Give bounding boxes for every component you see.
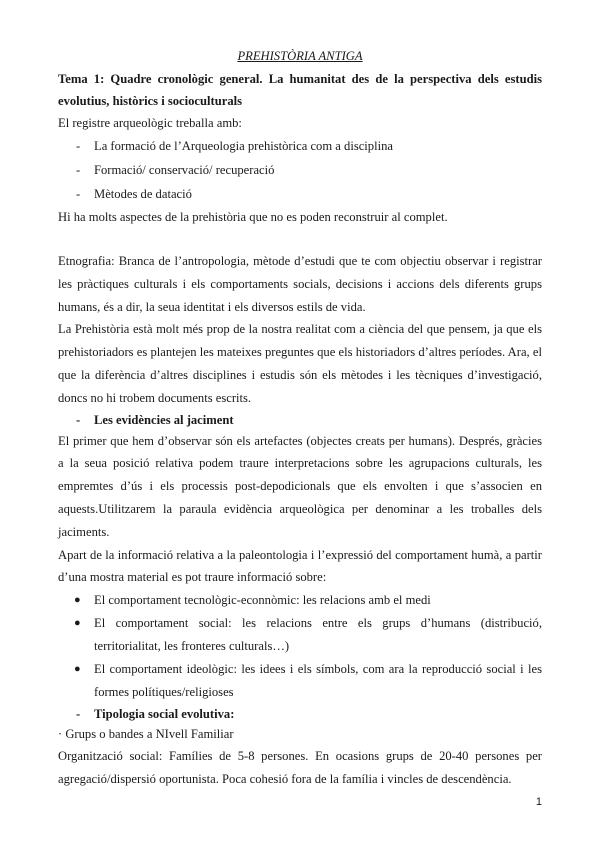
dash-marker: - — [76, 187, 81, 201]
dash-marker: - — [76, 707, 81, 722]
section-heading-tipologia: - Tipologia social evolutiva: — [58, 704, 542, 724]
apart-paragraph: Apart de la informació relativa a la paleontologia i l’expressió del comportament humà, a partir d’una mostra material es pot traure informació sobre: — [58, 547, 542, 585]
topic-heading: Tema 1: Quadre cronològic general. La humanitat des de la perspectiva dels estudis evolutius, històrics i socioculturals — [58, 72, 542, 108]
prehistoria-paragraph: La Prehistòria està molt més prop de la nostra realitat com a ciència del que pensem, ja que els prehistoriadors es plantejen les mateixes preguntes que els historiadors d’altres períodes. Ara, el que la diferència d’altres disciplines i estudis són els mètodes i les tècniques d’investigació, doncs no hi trobem documents escrits. — [58, 322, 542, 405]
dash-marker: - — [76, 412, 81, 427]
tipologia-heading-list — [58, 704, 542, 724]
organitzacio-paragraph: Organització social: Famílies de 5-8 persones. En ocasions grups de 20-40 persones per agregació/dispersió oportunista. Poca cohesió fora de la família i vincles de descendència. — [58, 749, 542, 786]
aspectes-paragraph: Hi ha molts aspectes de la prehistòria que no es poden reconstruir al complet. — [58, 210, 448, 224]
bullet-icon: ● — [74, 617, 81, 630]
list-item: - Mètodes de datació — [58, 182, 542, 206]
list-item: ● El comportament social: les relacions entre els grups d’humans (distribució, territorialitat, les fronteres culturals…) — [58, 612, 542, 658]
evidencies-paragraph: El primer que hem d’observar són els artefactes (objectes creats per humans). Després, gràcies a la seua posició relativa podem traure interpretacions sobre les agrupacions culturals, les empremtes d’ús i els processis post-depodicionals que els envolten i que s’associen en aquests.Utilitzarem la paraula evidència arqueològica per denominar a les troballes dels jaciments. — [58, 433, 542, 539]
dash-marker: - — [76, 139, 81, 153]
page-number: 1 — [535, 796, 542, 808]
document-title: PREHISTÒRIA ANTIGA — [237, 49, 363, 63]
registre-list — [58, 134, 542, 206]
list-item: ● El comportament tecnològic-econnòmic: les relacions amb el medi — [58, 589, 542, 612]
list-item: - La formació de l’Arqueologia prehistòrica com a disciplina — [58, 134, 542, 158]
dash-marker: - — [76, 163, 81, 177]
document-page — [58, 46, 542, 791]
list-item: - Formació/ conservació/ recuperació — [58, 158, 542, 182]
list-item: ● El comportament ideològic: les idees i els símbols, com ara la reproducció social i les formes polítiques/religioses — [58, 658, 542, 704]
registre-intro: El registre arqueològic treballa amb: — [58, 116, 242, 130]
blank-line — [58, 228, 542, 250]
comportaments-list — [58, 589, 542, 704]
bullet-icon: ● — [74, 663, 81, 676]
section-heading-evidencies: - Les evidències al jaciment — [58, 410, 542, 430]
grups-line: · Grups o bandes a NIvell Familiar — [58, 727, 234, 742]
bullet-icon: ● — [74, 594, 81, 607]
evidencies-heading-list — [58, 410, 542, 430]
etnografia-paragraph: Etnografia: Branca de l’antropologia, mètode d’estudi que te com objectiu observar i registrar les pràctiques culturals i els comportaments socials, decisions i accions dels diferents grups humans, és a dir, la seua identitat i els diversos estils de vida. — [58, 254, 542, 314]
